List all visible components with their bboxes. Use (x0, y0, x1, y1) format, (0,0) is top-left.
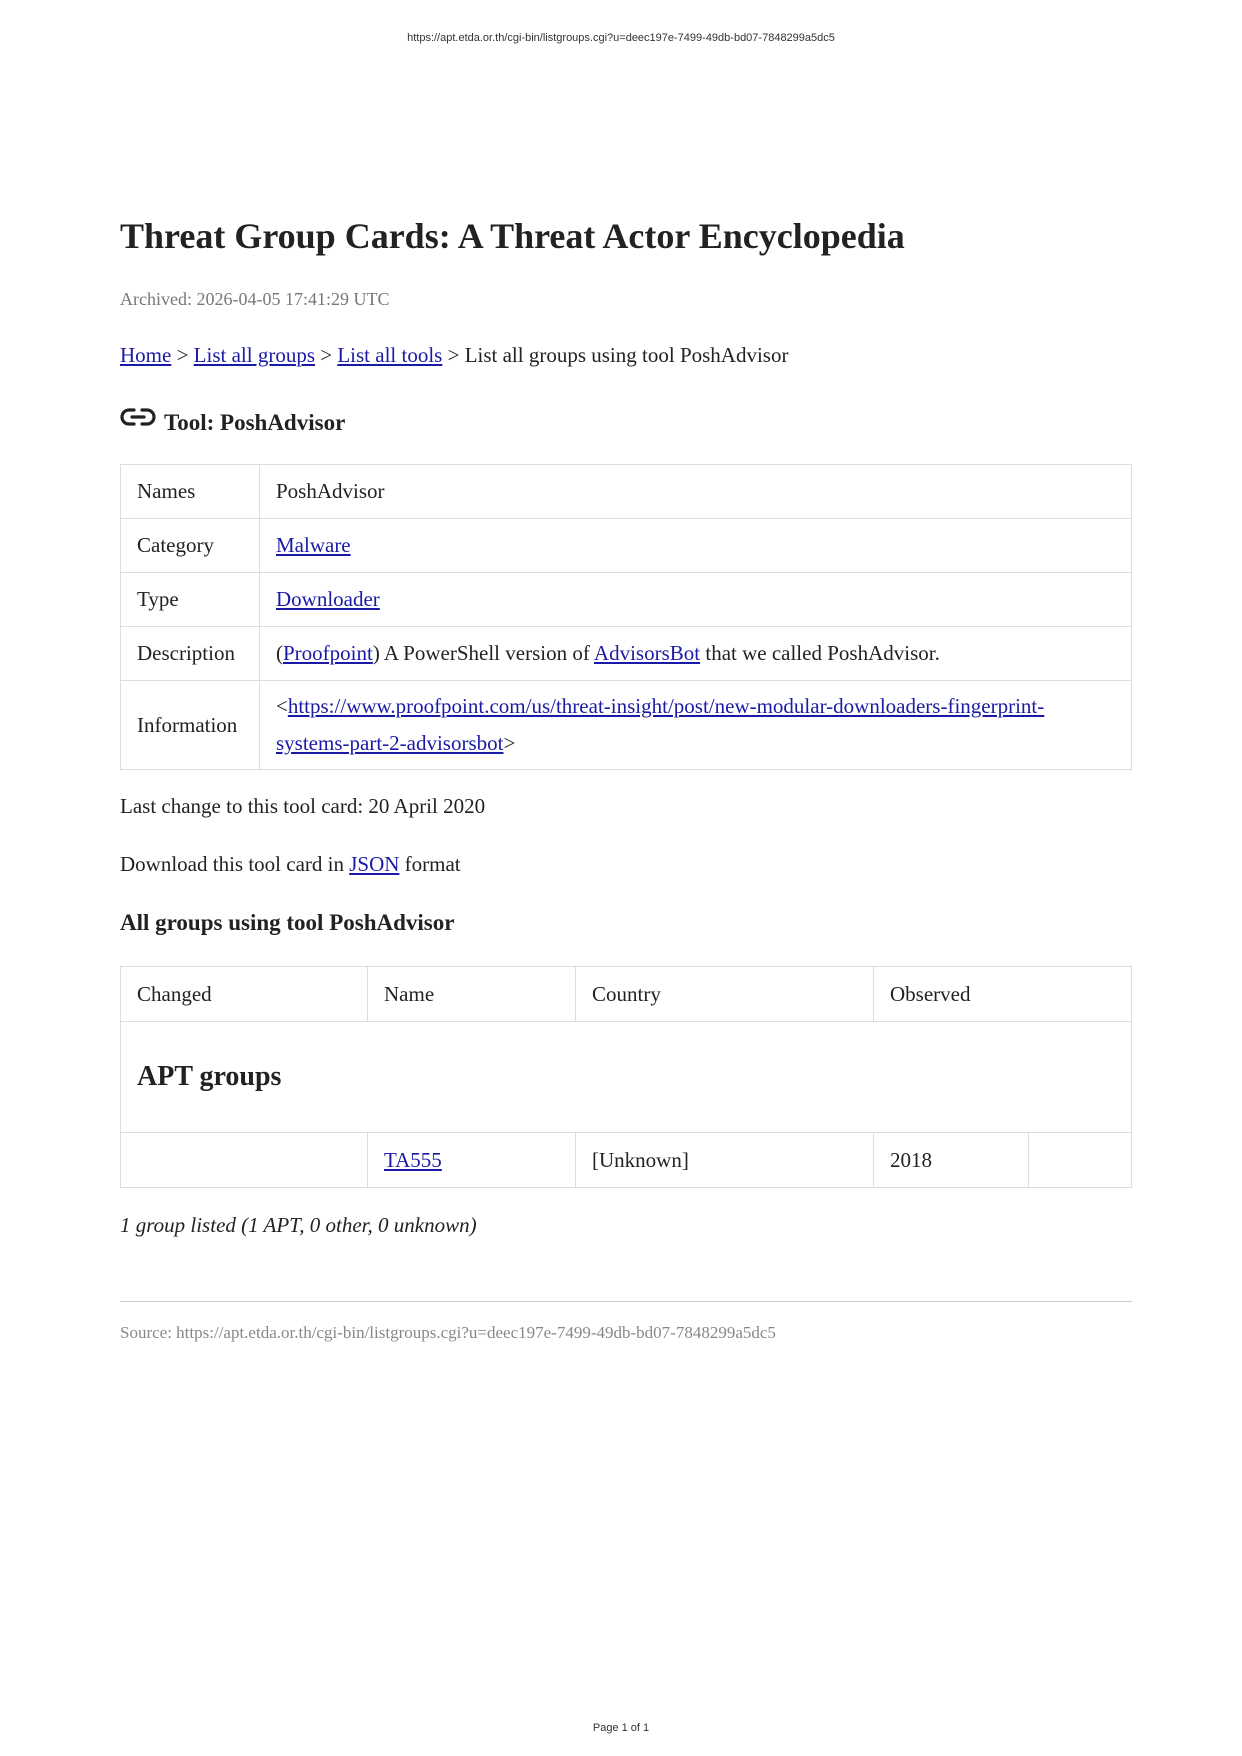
download-line (120, 850, 1132, 878)
breadcrumb-separator: > (315, 343, 338, 367)
description-mid: ) A PowerShell version of (372, 641, 594, 665)
information-open: < (276, 694, 288, 718)
breadcrumb-list-tools-link[interactable]: List all tools (337, 343, 443, 367)
information-link[interactable]: https://www.proofpoint.com/us/threat-insight/post/new-modular-downloaders-fingerprint-systems-part-2-advisorsbot (276, 694, 1045, 755)
cell-changed (121, 1133, 368, 1188)
groups-header-row (121, 967, 1132, 1022)
last-change-text: Last change to this tool card: 20 April 2020 (120, 794, 486, 818)
cell-name (368, 1133, 576, 1188)
column-header-changed: Changed (121, 967, 368, 1022)
description-open: ( (276, 641, 283, 665)
description-label: Description (121, 627, 260, 681)
description-end: that we called PoshAdvisor. (700, 641, 940, 665)
column-header-name: Name (368, 967, 576, 1022)
section-label-apt-groups: APT groups (121, 1022, 1132, 1133)
groups-summary: 1 group listed (1 APT, 0 other, 0 unknown) (120, 1213, 477, 1237)
type-label: Type (121, 573, 260, 627)
tool-row-information (121, 681, 1132, 770)
page-content (120, 212, 1132, 1344)
tool-info-table (120, 464, 1132, 770)
download-prefix: Download this tool card in (120, 852, 350, 876)
tool-row-category (121, 519, 1132, 573)
type-link[interactable]: Downloader (276, 587, 380, 611)
category-label: Category (121, 519, 260, 573)
section-row (121, 1022, 1132, 1133)
breadcrumb-list-groups-link[interactable]: List all groups (193, 343, 315, 367)
category-link[interactable]: Malware (276, 533, 351, 557)
column-header-observed: Observed (874, 967, 1132, 1022)
names-label: Names (121, 465, 260, 519)
column-header-country: Country (576, 967, 874, 1022)
breadcrumb-home-link[interactable]: Home (120, 343, 172, 367)
breadcrumb-separator: > (442, 343, 465, 367)
information-label: Information (121, 681, 260, 770)
page-title: Threat Group Cards: A Threat Actor Encyclopedia (120, 216, 905, 256)
information-cell (260, 681, 1132, 770)
groups-heading: All groups using tool PoshAdvisor (120, 910, 455, 935)
tool-row-description (121, 627, 1132, 681)
breadcrumb (120, 341, 1132, 369)
description-cell (260, 627, 1132, 681)
footer-divider (120, 1301, 1132, 1302)
print-header-url: https://apt.etda.or.th/cgi-bin/listgroups.cgi?u=deec197e-7499-49db-bd07-7848299a5dc5 (407, 32, 835, 44)
table-row (121, 1133, 1132, 1188)
page-number: Page 1 of 1 (592, 1722, 650, 1734)
information-close: > (503, 731, 516, 755)
groups-table (120, 966, 1132, 1188)
source-url: Source: https://apt.etda.or.th/cgi-bin/listgroups.cgi?u=deec197e-7499-49db-bd07-7848299a5dc5 (120, 1323, 776, 1342)
tool-heading (120, 401, 1132, 437)
tool-row-names (121, 465, 1132, 519)
json-download-link[interactable]: JSON (349, 852, 400, 876)
group-link-ta555[interactable]: TA555 (384, 1147, 442, 1172)
cell-country: [Unknown] (576, 1133, 874, 1188)
category-cell (260, 519, 1132, 573)
tool-row-type (121, 573, 1132, 627)
advisorsbot-link[interactable]: AdvisorsBot (593, 641, 701, 665)
link-icon (120, 405, 156, 429)
cell-observed: 2018 (874, 1133, 1029, 1188)
type-cell (260, 573, 1132, 627)
proofpoint-link[interactable]: Proofpoint (283, 641, 373, 665)
archived-timestamp: Archived: 2026-04-05 17:41:29 UTC (120, 289, 390, 309)
names-value: PoshAdvisor (260, 465, 1132, 519)
breadcrumb-current: List all groups using tool PoshAdvisor (464, 343, 789, 367)
download-suffix: format (399, 852, 461, 876)
breadcrumb-separator: > (171, 343, 194, 367)
tool-title: Tool: PoshAdvisor (164, 410, 346, 435)
cell-extra (1029, 1133, 1132, 1188)
